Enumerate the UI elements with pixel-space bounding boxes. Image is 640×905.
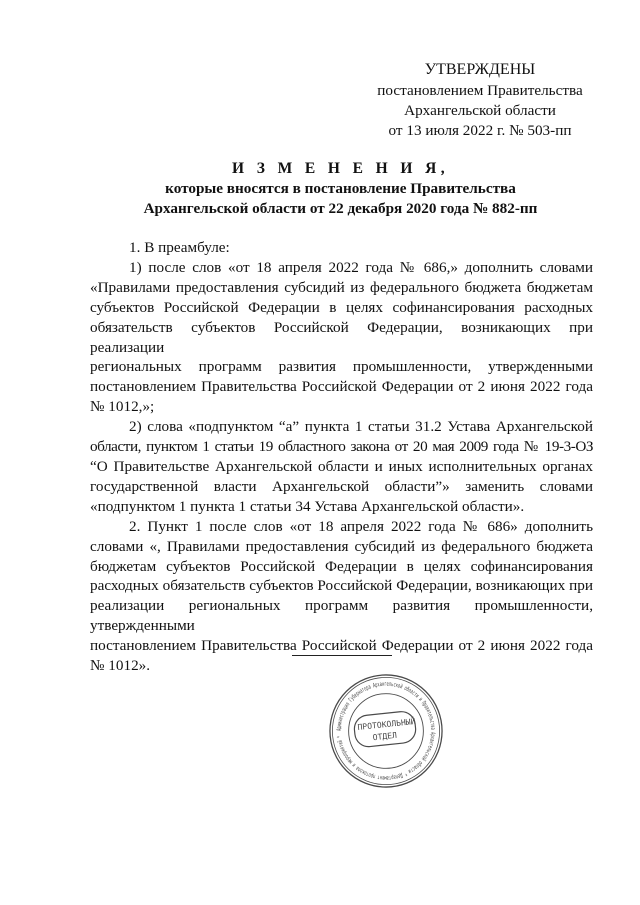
approval-heading: УТВЕРЖДЕНЫ <box>424 61 536 78</box>
body-line: «Правилами предоставления субсидий из федерального бюджета бюджетам <box>90 278 593 296</box>
body-line: обязательств субъектов Российской Федерации, возникающих при реализации <box>90 318 593 356</box>
stamp-inner-line-2: ОТДЕЛ <box>372 730 398 743</box>
body-line: государственной власти Архангельской области”» заменить словами <box>90 477 593 495</box>
official-stamp-seal <box>327 672 445 790</box>
title-line-3: Архангельской области от 22 декабря 2020 года № 882-пп <box>143 200 538 217</box>
document-body <box>90 238 593 676</box>
title-line-1: И З М Е Н Е Н И Я, <box>232 160 449 177</box>
body-line: постановлением Правительства Российской Федерации от 2 июня 2022 года <box>90 637 593 655</box>
body-line: постановлением Правительства Российской Федерации от 2 июня 2022 года <box>90 378 593 396</box>
body-line: 2) слова «подпунктом “а” пункта 1 статьи 31.2 Устава Архангельской <box>129 418 593 436</box>
body-line: субъектов Российской Федерации в целях софинансирования расходных <box>90 298 593 316</box>
approval-line-3: от 13 июля 2022 г. № 503-пп <box>388 122 572 139</box>
stamp-inner-line-1: ПРОТОКОЛЬНЫЙ <box>357 716 416 733</box>
approval-line-2: Архангельской области <box>404 102 556 119</box>
body-line: региональных программ развития промышленности, утвержденными <box>90 358 593 376</box>
body-line: бюджетам субъектов Российской Федерации в целях софинансирования <box>90 557 593 575</box>
body-line: 2. Пункт 1 после слов «от 18 апреля 2022 года № 686» дополнить <box>129 517 593 535</box>
body-line: расходных обязательств субъектов Российской Федерации, возникающих при <box>90 577 593 595</box>
approval-block <box>355 60 605 141</box>
body-line: “О Правительстве Архангельской области и иных исполнительных органах <box>90 457 593 475</box>
document-title <box>88 159 593 219</box>
body-line: № 1012». <box>90 657 151 675</box>
title-line-2: которые вносятся в постановление Правительства <box>165 180 516 197</box>
body-line: «подпунктом 1 пункта 1 статьи 34 Устава Архангельской области». <box>90 497 525 515</box>
approval-line-1: постановлением Правительства <box>377 82 583 99</box>
body-line: 1. В преамбуле: <box>129 239 230 256</box>
body-line: словами «, Правилами предоставления субсидий из федерального бюджета <box>90 537 593 555</box>
body-line: области, пунктом 1 статьи 19 областного закона от 20 мая 2009 года № 19-3-ОЗ <box>90 438 593 456</box>
body-line: № 1012,»; <box>90 398 155 416</box>
body-line: 1) после слов «от 18 апреля 2022 года № 686,» дополнить словами <box>129 258 593 276</box>
separator-line <box>292 655 392 656</box>
body-line: реализации региональных программ развития промышленности, утвержденными <box>90 597 593 635</box>
stamp-ring-text: Администрация Губернатора Архангельской области и Правительства Архангельской области * Департамент протокола и мероприятий * <box>335 680 437 782</box>
